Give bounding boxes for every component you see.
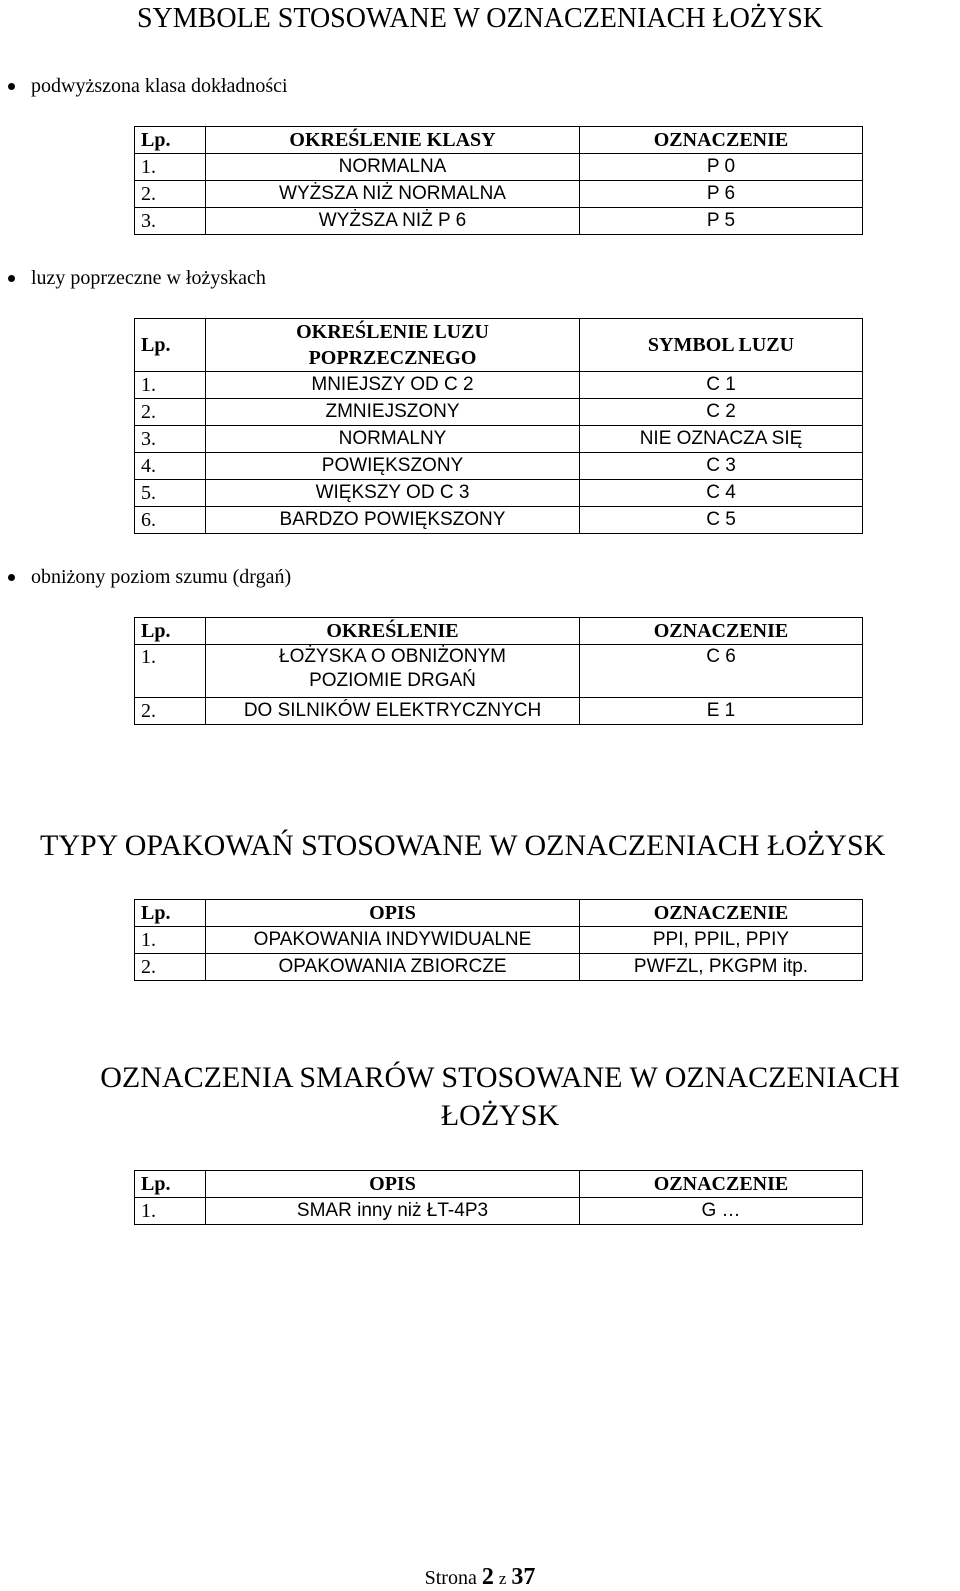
cell-lp: 1. — [135, 645, 206, 698]
header-designation: OZNACZENIE — [580, 618, 863, 645]
cell-description: POWIĘKSZONY — [206, 453, 580, 480]
cell-designation: C 3 — [580, 453, 863, 480]
cell-lp: 2. — [135, 399, 206, 426]
header-lp: Lp. — [135, 319, 206, 372]
table-header-row — [135, 319, 863, 372]
cell-description: MNIEJSZY OD C 2 — [206, 372, 580, 399]
cell-designation: P 5 — [580, 208, 863, 235]
cell-description: DO SILNIKÓW ELEKTRYCZNYCH — [206, 698, 580, 725]
total-pages-number: 37 — [511, 1564, 536, 1590]
table-row — [135, 927, 863, 954]
table-accuracy-class — [134, 126, 863, 235]
table-header-row — [135, 127, 863, 154]
bullet-item — [8, 266, 266, 290]
table-header-row — [135, 1171, 863, 1198]
cell-description: WYŻSZA NIŻ P 6 — [206, 208, 580, 235]
table-row — [135, 453, 863, 480]
bullet-icon — [8, 275, 15, 282]
header-designation: OZNACZENIE — [580, 900, 863, 927]
section-title: OZNACZENIA SMARÓW STOSOWANE W OZNACZENIACH ŁOŻYSK — [100, 1061, 900, 1132]
cell-designation: P 6 — [580, 181, 863, 208]
table-radial-clearance — [134, 318, 863, 534]
table-row — [135, 399, 863, 426]
cell-lp: 1. — [135, 927, 206, 954]
table-row — [135, 372, 863, 399]
bullet-text: podwyższona klasa dokładności — [31, 75, 288, 97]
cell-designation: PPI, PPIL, PPIY — [580, 927, 863, 954]
bullet-text: obniżony poziom szumu (drgań) — [31, 566, 292, 588]
cell-designation: C 1 — [580, 372, 863, 399]
cell-designation: PWFZL, PKGPM itp. — [580, 954, 863, 981]
table-noise-level — [134, 617, 863, 725]
header-description: OPIS — [206, 900, 580, 927]
table-row — [135, 698, 863, 725]
cell-designation: C 2 — [580, 399, 863, 426]
page-title: SYMBOLE STOSOWANE W OZNACZENIACH ŁOŻYSK — [136, 3, 823, 34]
table-row — [135, 208, 863, 235]
header-lp: Lp. — [135, 127, 206, 154]
cell-lp: 6. — [135, 507, 206, 534]
header-description: OKREŚLENIE — [206, 618, 580, 645]
cell-designation: C 4 — [580, 480, 863, 507]
table-header-row — [135, 618, 863, 645]
bullet-text: luzy poprzeczne w łożyskach — [31, 267, 266, 289]
table-row — [135, 1198, 863, 1225]
table-row — [135, 480, 863, 507]
header-lp: Lp. — [135, 1171, 206, 1198]
cell-lp: 3. — [135, 208, 206, 235]
cell-lp: 4. — [135, 453, 206, 480]
current-page-number: 2 — [481, 1564, 494, 1590]
cell-lp: 2. — [135, 181, 206, 208]
header-description: OKREŚLENIE LUZU POPRZECZNEGO — [206, 319, 580, 372]
table-lubricants — [134, 1170, 863, 1225]
bullet-item — [8, 74, 288, 98]
table-packaging-types — [134, 899, 863, 981]
cell-designation: E 1 — [580, 698, 863, 725]
cell-description: BARDZO POWIĘKSZONY — [206, 507, 580, 534]
cell-description: OPAKOWANIA INDYWIDUALNE — [206, 927, 580, 954]
cell-lp: 1. — [135, 1198, 206, 1225]
cell-designation: C 5 — [580, 507, 863, 534]
header-designation: SYMBOL LUZU — [580, 319, 863, 372]
cell-lp: 5. — [135, 480, 206, 507]
section-title: TYPY OPAKOWAŃ STOSOWANE W OZNACZENIACH ŁOŻYSK — [40, 829, 886, 862]
bullet-icon — [8, 83, 15, 90]
cell-description: OPAKOWANIA ZBIORCZE — [206, 954, 580, 981]
table-row — [135, 954, 863, 981]
header-designation: OZNACZENIE — [580, 1171, 863, 1198]
cell-description: SMAR inny niż ŁT-4P3 — [206, 1198, 580, 1225]
cell-description: WIĘKSZY OD C 3 — [206, 480, 580, 507]
cell-designation: C 6 — [580, 645, 863, 698]
table-row — [135, 507, 863, 534]
cell-lp: 2. — [135, 698, 206, 725]
header-description: OKREŚLENIE KLASY — [206, 127, 580, 154]
cell-lp: 3. — [135, 426, 206, 453]
bullet-item — [8, 565, 291, 589]
table-row — [135, 426, 863, 453]
header-designation: OZNACZENIE — [580, 127, 863, 154]
cell-lp: 1. — [135, 154, 206, 181]
cell-description: ŁOŻYSKA O OBNIŻONYM POZIOMIE DRGAŃ — [206, 645, 580, 698]
header-lp: Lp. — [135, 618, 206, 645]
cell-designation: G … — [580, 1198, 863, 1225]
table-row — [135, 154, 863, 181]
table-header-row — [135, 900, 863, 927]
header-description: OPIS — [206, 1171, 580, 1198]
table-row — [135, 645, 863, 698]
cell-designation: P 0 — [580, 154, 863, 181]
cell-designation: NIE OZNACZA SIĘ — [580, 426, 863, 453]
footer-prefix: Strona — [424, 1567, 477, 1589]
cell-description: NORMALNY — [206, 426, 580, 453]
cell-description: ZMNIEJSZONY — [206, 399, 580, 426]
table-row — [135, 181, 863, 208]
footer-of: z — [498, 1569, 507, 1588]
header-lp: Lp. — [135, 900, 206, 927]
cell-description: NORMALNA — [206, 154, 580, 181]
cell-description: WYŻSZA NIŻ NORMALNA — [206, 181, 580, 208]
cell-lp: 1. — [135, 372, 206, 399]
page-footer — [0, 1564, 960, 1591]
cell-lp: 2. — [135, 954, 206, 981]
bullet-icon — [8, 574, 15, 581]
